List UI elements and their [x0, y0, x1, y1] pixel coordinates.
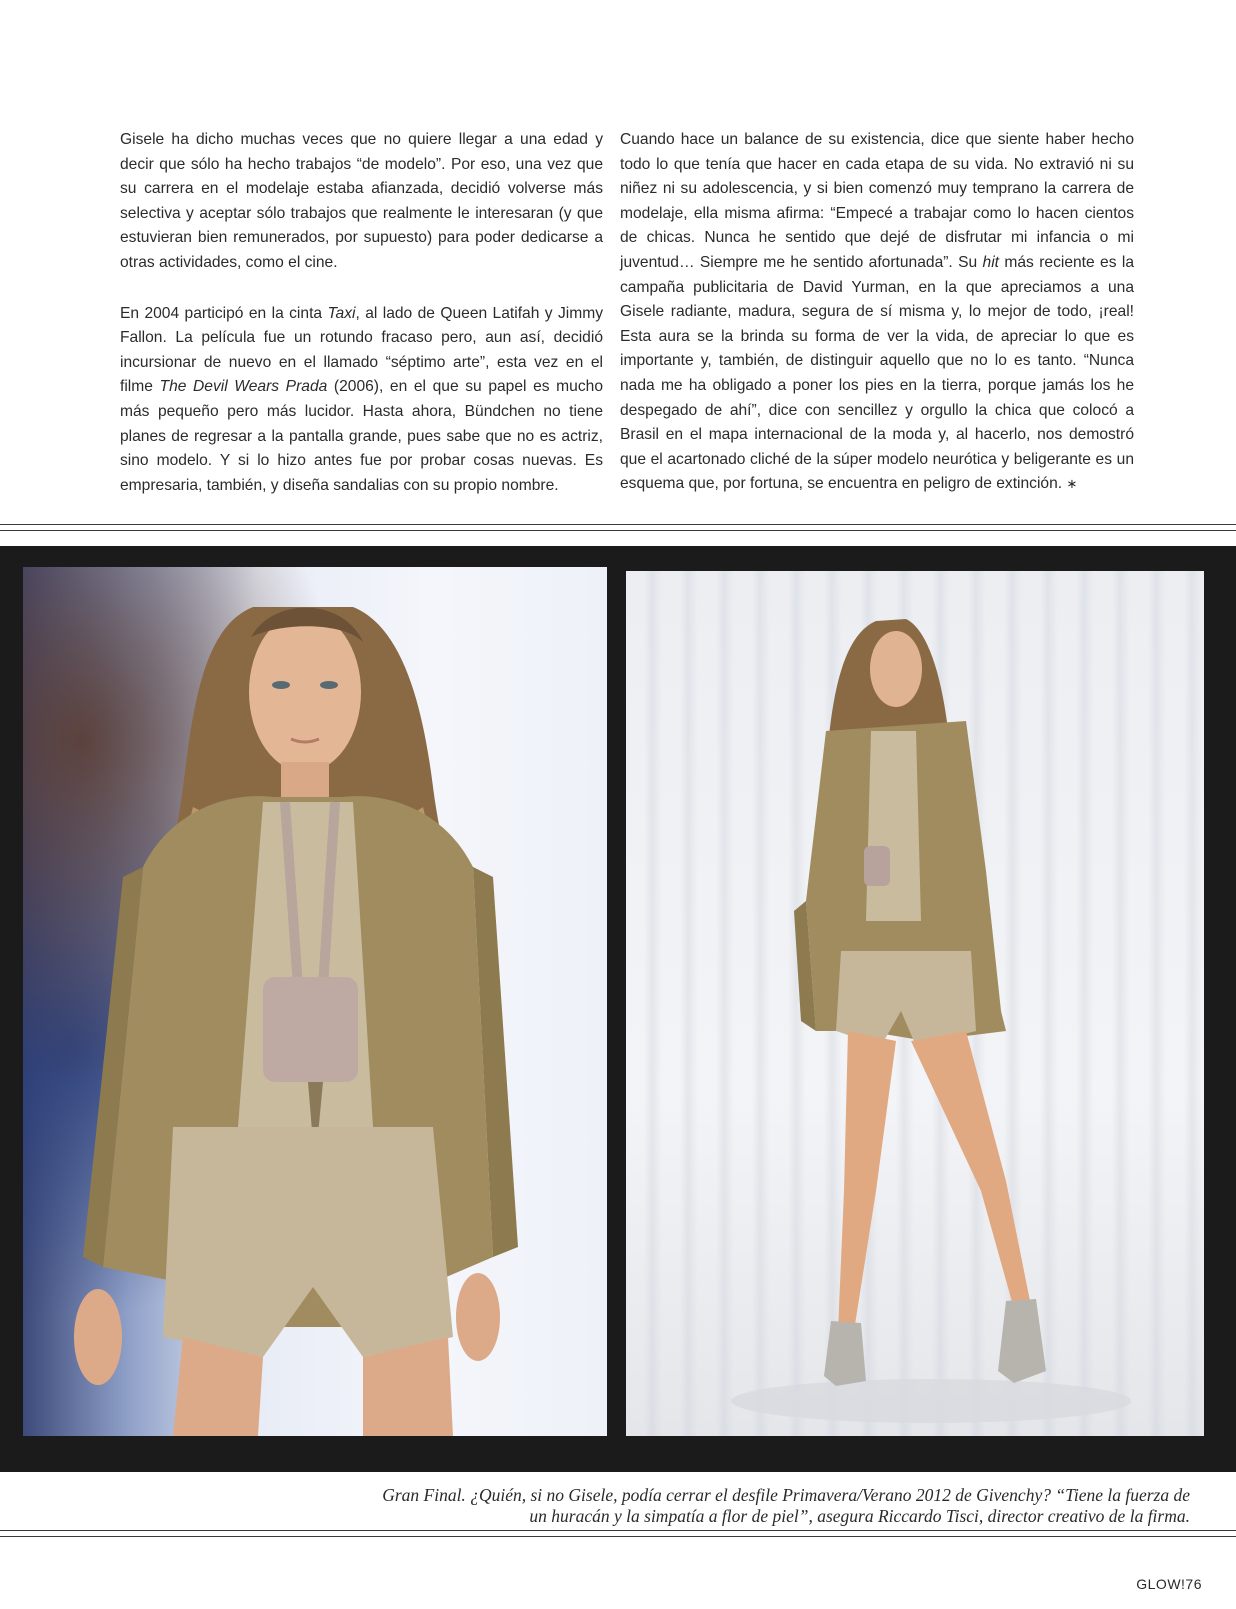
right-paragraph-1 [620, 128, 1134, 497]
term-hit: hit [982, 253, 1000, 271]
film-title-taxi: Taxi [327, 304, 356, 322]
caption-lead: Gran Final. [382, 1485, 466, 1505]
divider-rule-top-1 [0, 524, 1236, 525]
photo-band [0, 546, 1236, 1472]
article-column-left [120, 128, 603, 524]
photo-caption [370, 1485, 1190, 1527]
backstage-model-illustration [626, 571, 1204, 1436]
left-paragraph-2-part-c: (2006), en el que su papel es mucho más pequeño pero más lucidor. Hasta ahora, Bündchen no tiene planes de regresar a la pantalla grande, pues sabe que no es actriz, sino modelo. Y si lo hizo antes fue por probar cosas nuevas. Es empresaria, también, y diseña sandalias con su propio nombre. [120, 378, 603, 494]
divider-rule-bottom-2 [0, 1536, 1236, 1537]
end-mark-icon: ∗ [1066, 476, 1078, 492]
runway-photo-left [23, 567, 607, 1436]
backstage-photo-right [626, 571, 1204, 1436]
right-paragraph-1-part-b: más reciente es la campaña publicitaria de David Yurman, en la que apreciamos a una Gisele radiante, madura, segura de sí misma y, lo mejor de todo, ¡real! Esta aura se la brinda su forma de ver la vida, de apreciar lo que es importante y, también, de distinguir aquello que no lo es tanto. “Nunca nada me ha obligado a poner los pies en la tierra, porque jamás los he despegado de ahí”, dice con sencillez y orgullo la chica que colocó a Brasil en el mapa internacional de la moda y, al hacerlo, nos demostró que el acartonado cliché de la súper modelo neurótica y beligerante es un esquema que, por fortuna, se encuentra en peligro de extinción. [620, 253, 1134, 493]
runway-model-illustration [23, 567, 607, 1436]
caption-text: ¿Quién, si no Gisele, podía cerrar el desfile Primavera/Verano 2012 de Givenchy? “Tiene la fuerza de un huracán y la simpatía a flor de piel”, asegura Riccardo Tisci, director creativo de la firma. [465, 1485, 1190, 1526]
film-title-devil-wears-prada: The Devil Wears Prada [159, 378, 328, 396]
divider-rule-bottom-1 [0, 1530, 1236, 1531]
left-paragraph-2 [120, 302, 603, 499]
left-paragraph-2-part-a: En 2004 participó en la cinta [120, 304, 328, 322]
page-folio: GLOW!76 [1136, 1576, 1202, 1592]
right-paragraph-1-part-a: Cuando hace un balance de su existencia, dice que siente haber hecho todo lo que tenía que hacer en cada etapa de su vida. No extravió ni su niñez ni su adolescencia, y si bien comenzó muy temprano la carrera de modelaje, ella misma afirma: “Empecé a trabajar como lo hacen cientos de chicas. Nunca he sentido que dejé de disfrutar mi infancia o mi juventud… Siempre me he sentido afortunada”. Su [620, 131, 1134, 271]
left-paragraph-1: Gisele ha dicho muchas veces que no quiere llegar a una edad y decir que sólo ha hecho trabajos “de modelo”. Por eso, una vez que su carrera en el modelaje estaba afianzada, decidió volverse más selectiva y aceptar sólo trabajos que realmente le interesaran (y que estuvieran bien remunerados, por supuesto) para poder dedicarse a otras actividades, como el cine. [120, 131, 603, 271]
article-column-right [620, 128, 1134, 523]
left-paragraph-2-part-b: , al lado de Queen Latifah y Jimmy Fallon. La película fue un rotundo fracaso pero, aun así, decidió incursionar de nuevo en el llamado “séptimo arte”, esta vez en el filme [120, 304, 603, 396]
divider-rule-top-2 [0, 530, 1236, 531]
